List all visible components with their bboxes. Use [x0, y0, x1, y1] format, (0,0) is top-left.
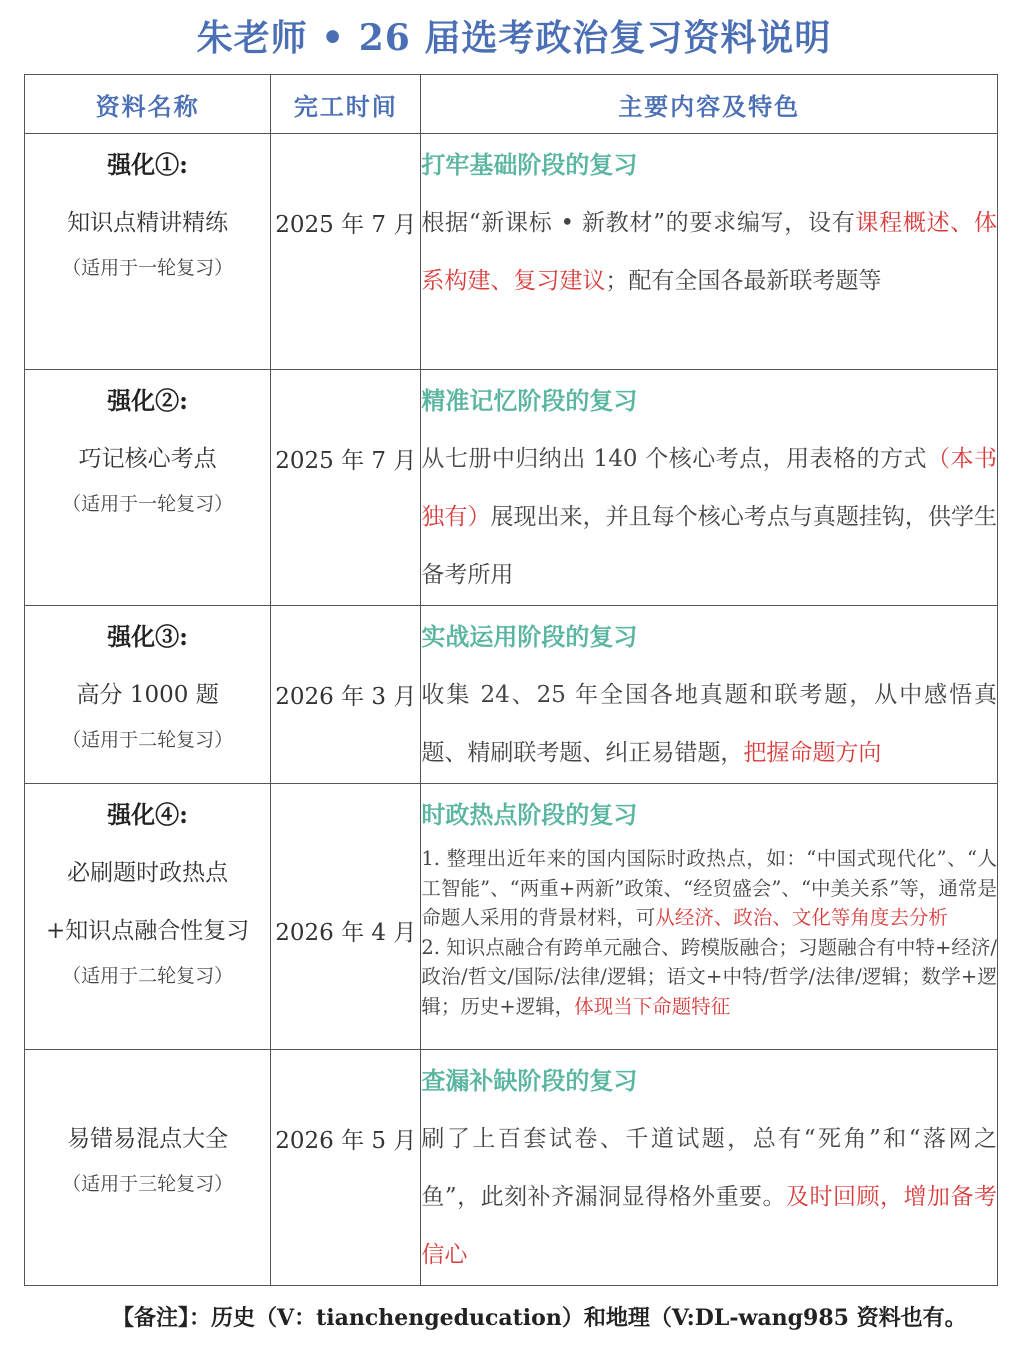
completion-time	[271, 134, 421, 370]
material-title: 强化①:	[107, 150, 189, 179]
completion-time-text: 2025 年 7 月	[275, 448, 417, 474]
material-name: 高分 1000 题	[76, 682, 219, 708]
completion-time-text: 2026 年 4 月	[275, 920, 417, 946]
content-text	[421, 1110, 997, 1284]
content-text-segment: 刷了上百套试卷、千道试题，总有“死角”和“落网之鱼”，此刻补齐漏洞显得格外重要。	[421, 1126, 997, 1210]
content-text	[421, 194, 997, 310]
completion-time	[271, 370, 421, 606]
material-title: 强化③:	[107, 622, 189, 651]
content-text-segment: 从七册中归纳出 140 个核心考点，用表格的方式	[421, 446, 928, 472]
stage-heading: 实战运用阶段的复习	[421, 622, 638, 651]
material-note: （适用于一轮复习）	[62, 493, 234, 515]
material-name: 知识点精讲精练	[67, 210, 229, 236]
content-text-segment: 根据“新课标 • 新教材”的要求编写，设有	[421, 210, 856, 236]
content-text-segment: 2. 知识点融合有跨单元融合、跨模版融合；习题融合有中特+经济/政治/哲文/国际/法律/逻辑；语文+中特/哲学/法律/逻辑；数学+逻辑；历史+逻辑，	[421, 935, 997, 1018]
content-highlight: 及时回顾，增加备考信心	[421, 1184, 997, 1268]
content-text	[421, 666, 997, 782]
completion-time-text: 2026 年 5 月	[275, 1128, 417, 1154]
stage-heading: 打牢基础阶段的复习	[421, 150, 638, 179]
material-name-cell	[25, 370, 271, 606]
table-row	[25, 370, 998, 606]
table-header-row	[25, 75, 998, 134]
content-cell	[421, 370, 998, 606]
material-name-cell	[25, 606, 271, 784]
content-highlight: （本书独有）	[421, 446, 997, 530]
content-highlight: 从经济、政治、文化等角度去分析	[655, 906, 948, 929]
content-cell	[421, 784, 998, 1050]
header-content: 主要内容及特色	[421, 75, 998, 134]
page-title: 朱老师 • 26 届选考政治复习资料说明	[196, 17, 832, 59]
material-note: （适用于一轮复习）	[62, 257, 234, 279]
content-text	[421, 844, 997, 933]
content-text-segment: 展现出来，并且每个核心考点与真题挂钩，供学生备考所用	[421, 504, 998, 588]
completion-time	[271, 784, 421, 1050]
material-name: 巧记核心考点	[78, 446, 217, 472]
content-text-segment: 收集 24、25 年全国各地真题和联考题，从中感悟真题、精刷联考题、纠正易错题，	[421, 682, 997, 766]
footer-note: 【备注】：历史（V：tianchengeducation）和地理（V:DL-wang985 资料也有。	[112, 1305, 967, 1331]
material-note: （适用于三轮复习）	[62, 1173, 234, 1195]
header-name: 资料名称	[25, 75, 271, 134]
content-highlight: 把握命题方向	[743, 740, 882, 766]
content-cell	[421, 134, 998, 370]
stage-heading: 精准记忆阶段的复习	[421, 386, 638, 415]
material-name: 易错易混点大全	[67, 1126, 229, 1152]
table-row	[25, 784, 998, 1050]
content-text	[421, 933, 997, 1022]
header-time: 完工时间	[271, 75, 421, 134]
material-name: +知识点融合性复习	[45, 918, 250, 944]
content-highlight: 体现当下命题特征	[574, 994, 731, 1018]
stage-heading: 查漏补缺阶段的复习	[421, 1066, 638, 1095]
material-name-cell	[25, 134, 271, 370]
content-cell	[421, 1050, 998, 1286]
material-name: 必刷题时政热点	[67, 860, 229, 886]
content-text-segment: 1. 整理出近年来的国内国际时政热点，如：“中国式现代化”、“人工智能”、“两重+两新”政策、“经贸盛会”、“中美关系”等，通常是命题人采用的背景材料，可	[421, 847, 997, 929]
content-text-segment: ；配有全国各最新联考题等	[605, 268, 882, 294]
completion-time-text: 2026 年 3 月	[275, 684, 417, 710]
material-note: （适用于二轮复习）	[62, 729, 234, 751]
completion-time-text: 2025 年 7 月	[275, 212, 417, 238]
content-highlight: 课程概述、体系构建、复习建议	[421, 210, 998, 294]
material-name-cell	[25, 784, 271, 1050]
table-row	[25, 1050, 998, 1286]
material-note: （适用于二轮复习）	[62, 965, 234, 987]
table-row	[25, 134, 998, 370]
stage-heading: 时政热点阶段的复习	[421, 800, 638, 829]
material-title: 强化④:	[107, 800, 189, 829]
content-cell	[421, 606, 998, 784]
materials-table	[24, 74, 998, 1286]
material-title: 强化②:	[107, 386, 189, 415]
completion-time	[271, 1050, 421, 1286]
table-row	[25, 606, 998, 784]
completion-time	[271, 606, 421, 784]
content-text	[421, 430, 997, 604]
material-name-cell	[25, 1050, 271, 1286]
material-title	[25, 1052, 270, 1110]
